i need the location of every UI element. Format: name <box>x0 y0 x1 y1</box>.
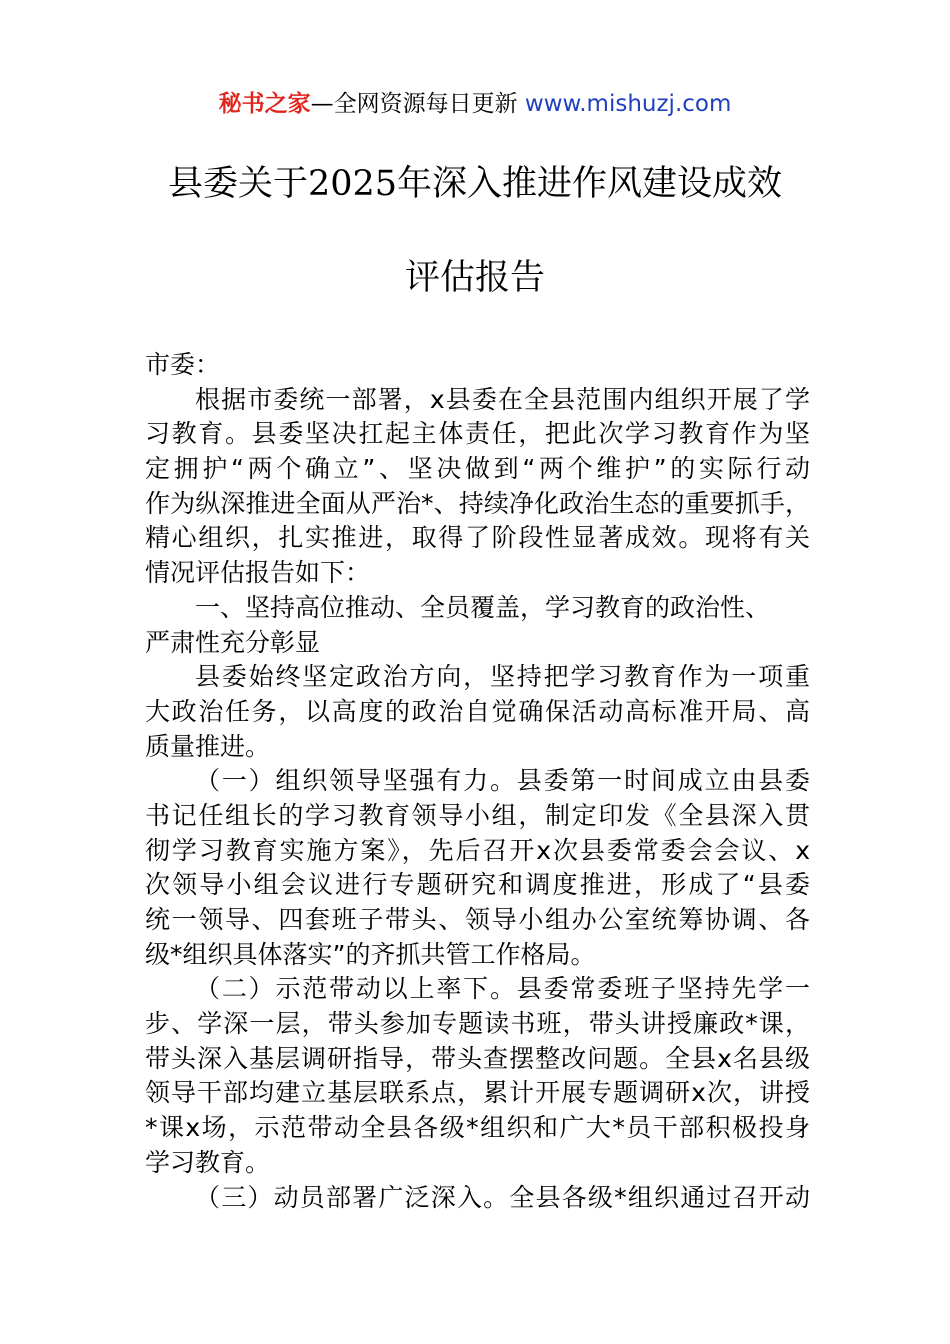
section-heading-1 <box>145 591 810 660</box>
text-line: 领导干部均建立基层联系点，累计开展专题调研x次，讲授 <box>145 1078 810 1108</box>
text-line: 次领导小组会议进行专题研究和调度推进，形成了“县委 <box>145 870 810 900</box>
text-line: 作为纵深推进全面从严治*、持续净化政治生态的重要抓手， <box>145 488 810 518</box>
paragraph-section-1-intro <box>145 660 810 764</box>
text-line: 质量推进。 <box>145 731 271 761</box>
text-line: 严肃性充分彰显 <box>145 627 321 657</box>
text-line: 学习教育。 <box>145 1147 271 1177</box>
text-line: 定拥护“两个确立”、坚决做到“两个维护”的实际行动 <box>145 454 810 484</box>
paragraph-intro <box>145 383 810 591</box>
site-url-link[interactable]: www.mishuzj.com <box>524 91 732 117</box>
document-body <box>145 348 810 1215</box>
text-line: 步、学深一层，带头参加专题读书班，带头讲授廉政*课， <box>145 1009 810 1039</box>
text-line: 情况评估报告如下： <box>145 558 371 588</box>
brand-slogan: —全网资源每日更新 <box>310 91 518 117</box>
text-line: 县委始终坚定政治方向，坚持把学习教育作为一项重 <box>195 662 810 692</box>
text-line: 统一领导、四套班子带头、领导小组办公室统筹协调、各 <box>145 905 810 934</box>
text-line: （一）组织领导坚强有力。县委第一时间成立由县委 <box>195 766 810 796</box>
text-line: （二）示范带动以上率下。县委常委班子坚持先学一 <box>195 974 810 1004</box>
paragraph-leading-by-example <box>145 972 810 1180</box>
text-line: 大政治任务，以高度的政治自觉确保活动高标准开局、高 <box>145 696 810 726</box>
text-line: 书记任组长的学习教育领导小组，制定印发《全县深入贯 <box>145 800 810 830</box>
brand-name: 秘书之家 <box>218 91 311 117</box>
text-line: 精心组织，扎实推进，取得了阶段性显著成效。现将有关 <box>145 523 810 553</box>
text-line: 一、坚持高位推动、全员覆盖，学习教育的政治性、 <box>195 592 771 622</box>
site-banner <box>0 88 950 120</box>
text-line: （三）动员部署广泛深入。全县各级*组织通过召开动 <box>195 1182 810 1212</box>
text-line: *课x场，示范带动全县各级*组织和广大*员干部积极投身 <box>145 1113 810 1143</box>
text-line: 带头深入基层调研指导，带头查摆整改问题。全县x名县级 <box>145 1043 810 1073</box>
paragraph-mobilization <box>145 1181 810 1216</box>
paragraph-organization-leadership <box>145 764 810 972</box>
document-title-line-2: 评估报告 <box>404 258 545 298</box>
text-line: 级*组织具体落实”的齐抓共管工作格局。 <box>145 939 596 969</box>
text-line: 习教育。县委坚决扛起主体责任，把此次学习教育作为坚 <box>145 419 810 449</box>
salutation: 市委： <box>145 350 221 379</box>
text-line: 根据市委统一部署，x县委在全县范围内组织开展了学 <box>195 384 810 414</box>
text-line: 彻学习教育实施方案》，先后召开x次县委常委会会议、x <box>145 835 810 865</box>
document-title-line-1: 县委关于2025年深入推进作风建设成效 <box>167 164 783 204</box>
